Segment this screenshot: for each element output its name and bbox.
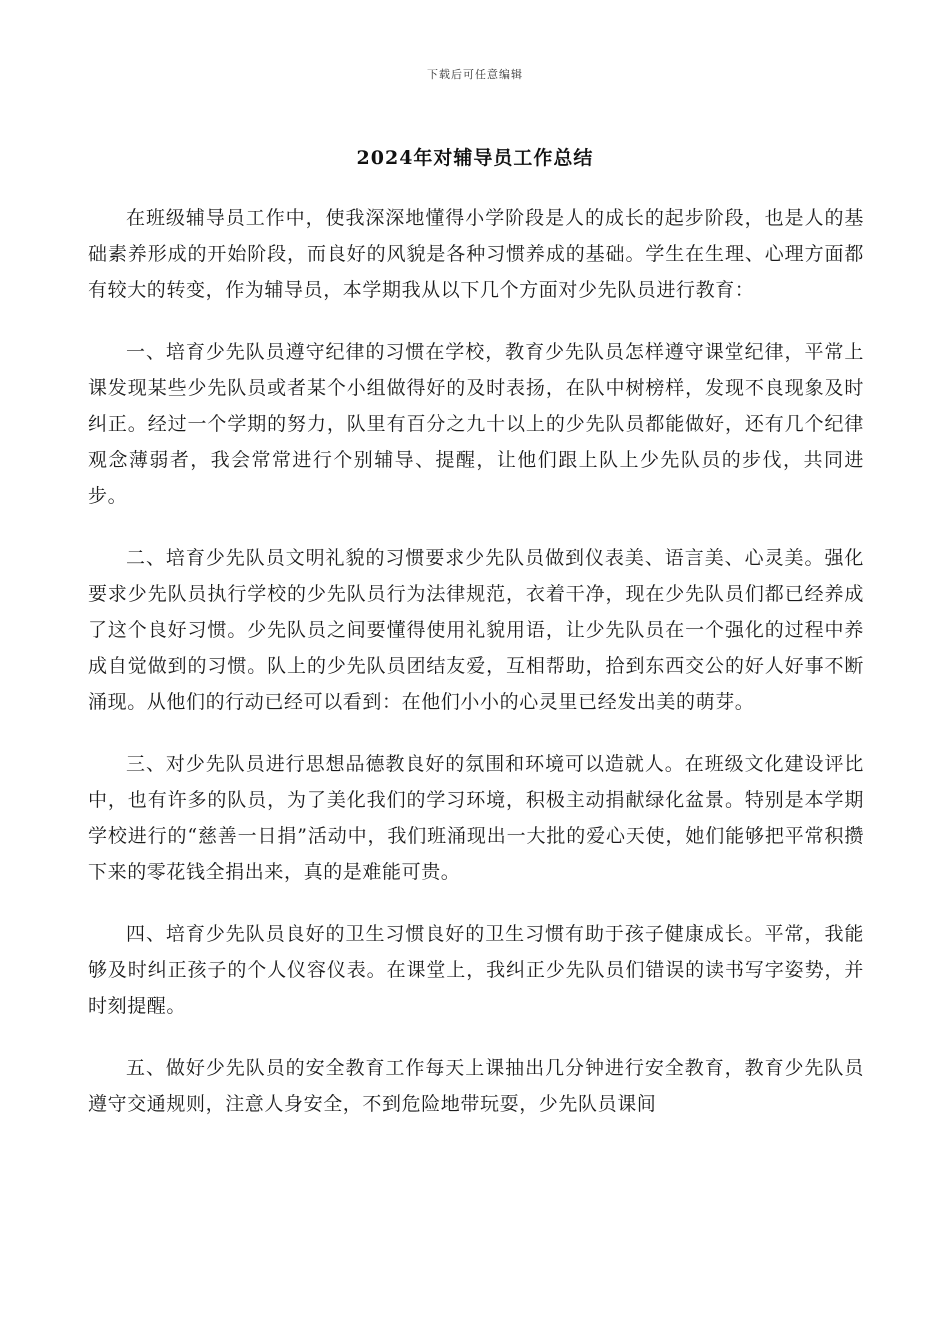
header-note: 下载后可任意编辑: [427, 68, 523, 81]
paragraph-intro: 在班级辅导员工作中，使我深深地懂得小学阶段是人的成长的起步阶段，也是人的基础素养形成的开始阶段，而良好的风貌是各种习惯养成的基础。学生在生理、心理方面都有较大的转变，作为辅导员，本学期我从以下几个方面对少先队员进行教育：: [88, 207, 864, 301]
document-body: [88, 200, 864, 1148]
paragraph-hygiene: 四、培育少先队员良好的卫生习惯良好的卫生习惯有助于孩子健康成长。平常，我能够及时纠正孩子的个人仪容仪表。在课堂上，我纠正少先队员们错误的读书写字姿势，并时刻提醒。: [88, 923, 864, 1017]
paragraph-courtesy: 二、培育少先队员文明礼貌的习惯要求少先队员做到仪表美、语言美、心灵美。强化要求少先队员执行学校的少先队员行为法律规范，衣着干净，现在少先队员们都已经养成了这个良好习惯。少先队员之间要懂得使用礼貌用语，让少先队员在一个强化的过程中养成自觉做到的习惯。队上的少先队员团结友爱，互相帮助，拾到东西交公的好人好事不断涌现。从他们的行动已经可以看到：在他们小小的心灵里已经发出美的萌芽。: [88, 547, 864, 713]
document-title: 2024年对辅导员工作总结: [356, 147, 594, 169]
paragraph-safety: 五、做好少先队员的安全教育工作每天上课抽出几分钟进行安全教育，教育少先队员遵守交通规则，注意人身安全，不到危险地带玩耍，少先队员课间: [88, 1057, 864, 1115]
paragraph-morality: 三、对少先队员进行思想品德教良好的氛围和环境可以造就人。在班级文化建设评比中，也有许多的队员，为了美化我们的学习环境，积极主动捐献绿化盆景。特别是本学期学校进行的“慈善一日捐”活动中，我们班涌现出一大批的爱心天使，她们能够把平常积攒下来的零花钱全捐出来，真的是难能可贵。: [88, 753, 864, 883]
paragraph-discipline: 一、培育少先队员遵守纪律的习惯在学校，教育少先队员怎样遵守课堂纪律，平常上课发现某些少先队员或者某个小组做得好的及时表扬，在队中树榜样，发现不良现象及时纠正。经过一个学期的努力，队里有百分之九十以上的少先队员都能做好，还有几个纪律观念薄弱者，我会常常进行个别辅导、提醒，让他们跟上队上少先队员的步伐，共同进步。: [88, 341, 864, 507]
